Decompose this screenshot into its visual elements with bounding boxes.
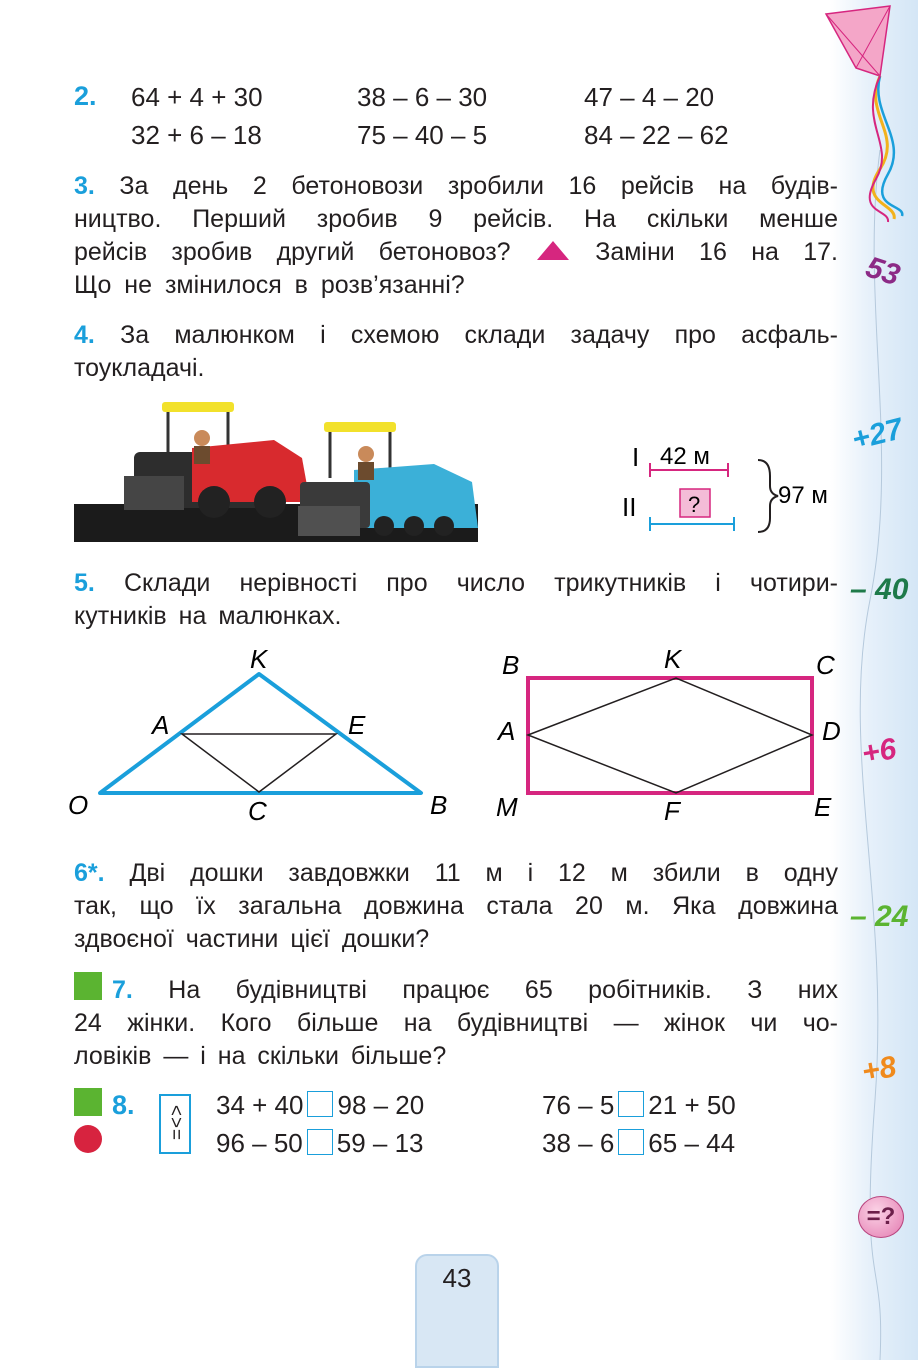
red-circle-marker-icon (74, 1125, 102, 1153)
task-number: 3. (74, 172, 95, 200)
svg-text:E: E (814, 792, 832, 822)
svg-text:O: O (68, 790, 89, 820)
comparison-row: 38 – 6 65 – 44 (542, 1128, 736, 1158)
task-number: 8. (112, 1090, 135, 1120)
svg-text:97 м: 97 м (778, 482, 828, 509)
svg-text:A: A (152, 710, 170, 740)
task-number: 4. (74, 321, 95, 349)
sidebar-number: – 24 (850, 900, 909, 933)
svg-text:?: ? (688, 492, 701, 517)
comparison-signs-box: <>= (159, 1094, 191, 1154)
svg-text:K: K (250, 644, 268, 674)
comparison-row: 76 – 5 21 + 50 (542, 1090, 736, 1120)
page-number: 43 (415, 1254, 499, 1368)
task-5: 5. Склади нерівності про число трикутників і чотири- кутників на малюнках. (74, 569, 838, 630)
expression: 75 – 40 – 5 (357, 120, 488, 150)
sidebar-number: +27 (848, 412, 907, 457)
svg-text:M: M (496, 792, 518, 822)
task-number: 2. (74, 81, 97, 111)
svg-text:E: E (348, 710, 366, 740)
svg-text:B: B (502, 650, 520, 680)
question-badge-icon: =? (858, 1196, 904, 1238)
comparison-row: 96 – 50 59 – 13 (216, 1128, 424, 1158)
svg-text:II: II (622, 492, 637, 522)
svg-text:C: C (816, 650, 835, 680)
task-number: 6*. (74, 859, 105, 887)
sidebar-number: 53 (861, 250, 904, 293)
expression: 64 + 4 + 30 (131, 82, 263, 112)
svg-text:A: A (498, 716, 516, 746)
answer-box[interactable] (618, 1091, 644, 1117)
task-7: 7. На будівництві працює 65 робітників. З них 24 жінки. Кого більше на будівництві — жінок чи чо- ловіків — і на скільки більше? (74, 976, 839, 1070)
asphalt-pavers-illustration (74, 398, 484, 542)
green-square-marker-icon (74, 1088, 102, 1116)
answer-box[interactable] (618, 1129, 644, 1155)
expression: 38 – 6 – 30 (357, 82, 488, 112)
rectangle-figure (490, 640, 850, 830)
expression: 32 + 6 – 18 (131, 120, 262, 150)
sidebar-number: – 40 (850, 573, 909, 606)
svg-text:B: B (430, 790, 448, 820)
expression: 47 – 4 – 20 (584, 82, 715, 112)
svg-text:F: F (664, 796, 680, 826)
svg-text:42 м: 42 м (660, 443, 710, 470)
svg-text:C: C (248, 796, 267, 826)
comparison-row: 34 + 40 98 – 20 (216, 1090, 425, 1120)
task-4: 4. За малюнком і схемою склади задачу про асфаль- тоукладачі. (74, 321, 838, 382)
task-number: 7. (112, 976, 133, 1004)
triangle-figure (60, 640, 460, 830)
task-number: 5. (74, 569, 95, 597)
sidebar-number: +6 (859, 732, 899, 771)
task-3: 3. За день 2 бетоновози зробили 16 рейсів на будів- ництво. Перший зробив 9 рейсів. На скільки менше рейсів зробив другий бетоновоз? Заміни 16 на 17. Що не змінилося в розв’язанні? (74, 172, 838, 299)
svg-text:K: K (664, 644, 682, 674)
segment-scheme (612, 436, 842, 536)
expression: 84 – 22 – 62 (584, 120, 729, 150)
svg-text:D: D (822, 716, 841, 746)
task-6: 6*. Дві дошки завдовжки 11 м і 12 м збили в одну так, що їх загальна довжина стала 20 м. Яка довжина здвоєної частини цієї дошки? (74, 859, 838, 953)
triangle-marker-icon (535, 239, 571, 261)
sidebar-number: +8 (859, 1050, 899, 1089)
answer-box[interactable] (307, 1129, 333, 1155)
svg-text:I: I (632, 442, 640, 472)
answer-box[interactable] (307, 1091, 333, 1117)
